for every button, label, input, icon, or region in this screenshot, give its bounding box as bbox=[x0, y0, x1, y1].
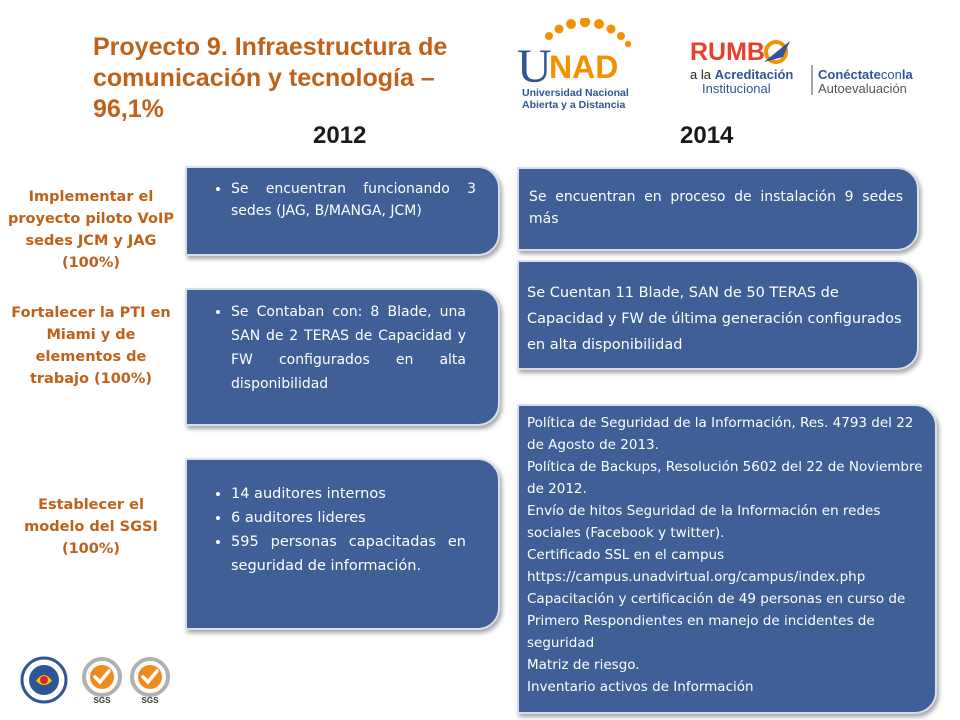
year-2014-heading: 2014 bbox=[680, 122, 734, 149]
unad-dots-arc-icon bbox=[545, 18, 631, 47]
goal-voip: Implementar el proyecto piloto VoIP sedes JCM y JAG (100%) bbox=[8, 189, 174, 271]
box-2014-sgsi bbox=[517, 404, 937, 714]
unad-line1: Universidad Nacional bbox=[522, 87, 629, 99]
rumbo-line2: Institucional bbox=[702, 81, 771, 96]
sgsi-line: Capacitación y certificación de 49 personas en curso de Primero Respondientes en manejo de incidentes de seguridad bbox=[527, 591, 906, 651]
goal-pti: Fortalecer la PTI en Miami y de elementos de trabajo (100%) bbox=[11, 305, 171, 387]
sgsi-line: Política de Seguridad de la Información, Res. 4793 del 22 de Agosto de 2013. bbox=[527, 415, 914, 453]
sgsi-line: Envío de hitos Seguridad de la Información en redes sociales (Facebook y twitter). bbox=[527, 503, 881, 541]
unad-u-letter: U bbox=[517, 40, 552, 93]
box-2012-pti bbox=[185, 288, 500, 426]
unad-line2: Abierta y a Distancia bbox=[522, 99, 626, 110]
unad-nad-letters: NAD bbox=[549, 49, 619, 85]
autoevaluacion-text: Autoevaluación bbox=[818, 81, 907, 96]
list-item: • Se Contaban con: 8 Blade, una SAN de 2 TERAS de Capacidad y FW configurados en alta disponibilidad bbox=[231, 300, 466, 396]
page-title: Proyecto 9. Infraestructura de comunicación y tecnología – 96,1% bbox=[93, 33, 448, 123]
unad-logo bbox=[515, 18, 655, 110]
list-item: • 595 personas capacitadas en seguridad de información. bbox=[231, 530, 466, 578]
list-item: • 14 auditores internos bbox=[231, 482, 466, 506]
sgsi-line: Inventario activos de Información bbox=[527, 679, 754, 695]
rumbo-word: RUMB bbox=[690, 38, 765, 66]
colombia-seal-icon bbox=[18, 655, 70, 705]
sgs-cert-icon-1 bbox=[78, 655, 126, 705]
box-2012-voip bbox=[185, 166, 500, 256]
sgsi-line: Política de Backups, Resolución 5602 del 22 de Noviembre de 2012. bbox=[527, 459, 923, 497]
sgsi-line: Certificado SSL en el campus bbox=[527, 547, 725, 563]
rumbo-acreditacion-logo bbox=[688, 35, 928, 103]
sgs-cert-icon-2 bbox=[126, 655, 174, 705]
svg-text:SGS: SGS bbox=[93, 696, 111, 705]
box-2014-voip: Se encuentran en proceso de instalación 9 sedes más bbox=[517, 167, 919, 251]
list-item: • 6 auditores lideres bbox=[231, 506, 466, 530]
svg-text:a la Acreditación: a la Acreditación bbox=[690, 67, 794, 82]
year-2012-heading: 2012 bbox=[313, 122, 367, 149]
box-2012-sgsi bbox=[185, 458, 500, 630]
compass-icon bbox=[764, 41, 790, 62]
list-item: • Se encuentran funcionando 3 sedes (JAG, B/MANGA, JCM) bbox=[231, 178, 476, 222]
sgsi-line: Matriz de riesgo. bbox=[527, 657, 640, 673]
svg-text:Conéctateconla: Conéctateconla bbox=[818, 67, 913, 82]
sgsi-url: https://campus.unadvirtual.org/campus/index.php bbox=[527, 569, 866, 585]
svg-text:SGS: SGS bbox=[141, 696, 159, 705]
box-2014-pti: Se Cuentan 11 Blade, SAN de 50 TERAS de Capacidad y FW de última generación configurados en alta disponibilidad bbox=[517, 260, 919, 370]
goal-sgsi: Establecer el modelo del SGSI (100%) bbox=[24, 497, 158, 557]
